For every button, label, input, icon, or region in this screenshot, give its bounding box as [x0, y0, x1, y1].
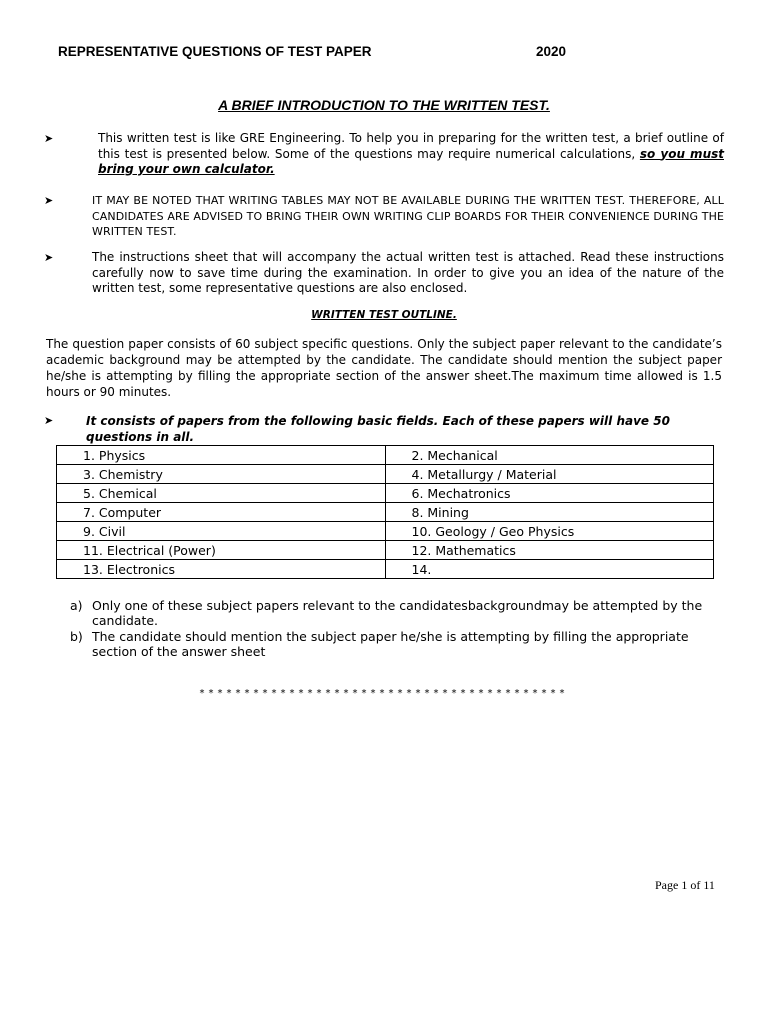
table-cell: 7. Computer — [57, 503, 386, 522]
bullet-text-body: This written test is like GRE Engineering. To help you in preparing for the written test, a brief outline of this test is presented below. Some of the questions may require numerical calculations, — [98, 131, 724, 161]
table-cell: 9. Civil — [57, 522, 386, 541]
star-separator: ***************************************** — [199, 688, 569, 699]
header-title: REPRESENTATIVE QUESTIONS OF TEST PAPER — [58, 44, 372, 59]
fields-statement-text: It consists of papers from the following basic fields. Each of these papers will have 50 questions in all. — [86, 414, 670, 444]
note-label: b) — [70, 629, 83, 644]
table-row — [57, 522, 714, 541]
table-cell: 4. Metallurgy / Material — [385, 465, 714, 484]
arrow-bullet-icon: ➤ — [44, 251, 54, 264]
note-label: a) — [70, 598, 83, 613]
arrow-bullet-icon: ➤ — [44, 132, 54, 145]
table-cell: 12. Mathematics — [385, 541, 714, 560]
table-row — [57, 484, 714, 503]
table-cell: 14. — [385, 560, 714, 579]
arrow-bullet-icon: ➤ — [44, 194, 54, 207]
table-cell: 8. Mining — [385, 503, 714, 522]
table-row — [57, 446, 714, 465]
table-cell: 1. Physics — [57, 446, 386, 465]
note-text: Only one of these subject papers relevant to the candidatesbackgroundmay be attempted by the candidate. — [92, 598, 703, 628]
bullet-text: IT MAY BE NOTED THAT WRITING TABLES MAY NOT BE AVAILABLE DURING THE WRITTEN TEST. THEREFORE, ALL CANDIDATES ARE ADVISED TO BRING THEIR OWN WRITING CLIP BOARDS FOR THEIR CONVENIENCE DURING THE WRITTEN TEST. — [92, 194, 724, 238]
list-item — [70, 598, 720, 628]
table-cell: 13. Electronics — [57, 560, 386, 579]
subjects-table — [56, 445, 714, 579]
outline-paragraph: The question paper consists of 60 subject specific questions. Only the subject paper relevant to the candidate’s academic background may be attempted by the candidate. The candidate should mention the subject paper he/she is attempting by filling the appropriate section of the answer sheet.The maximum time allowed is 1.5 hours or 90 minutes. — [46, 337, 722, 399]
table-cell: 11. Electrical (Power) — [57, 541, 386, 560]
table-cell: 2. Mechanical — [385, 446, 714, 465]
page-number: Page 1 of 11 — [655, 878, 715, 892]
list-item — [70, 629, 720, 659]
header-year: 2020 — [536, 44, 567, 59]
fields-statement — [44, 413, 724, 445]
table-row — [57, 560, 714, 579]
bullet-text — [98, 131, 724, 178]
note-text: The candidate should mention the subject paper he/she is attempting by filling the appropriate section of the answer sheet — [92, 629, 689, 659]
arrow-bullet-icon: ➤ — [44, 414, 54, 427]
table-cell: 3. Chemistry — [57, 465, 386, 484]
section-heading: A BRIEF INTRODUCTION TO THE WRITTEN TEST. — [218, 97, 550, 113]
table-cell: 6. Mechatronics — [385, 484, 714, 503]
notes-list — [70, 598, 720, 660]
table-row — [57, 541, 714, 560]
bullet-item-instructions — [44, 250, 724, 297]
table-cell: 10. Geology / Geo Physics — [385, 522, 714, 541]
outline-heading: WRITTEN TEST OUTLINE. — [311, 309, 457, 321]
table-cell: 5. Chemical — [57, 484, 386, 503]
bullet-emphasis: so you must bring your own calculator. — [98, 146, 724, 176]
bullet-item-clipboards — [44, 193, 724, 240]
table-row — [57, 503, 714, 522]
bullet-item-calculator — [44, 131, 724, 178]
table-row — [57, 465, 714, 484]
bullet-text: The instructions sheet that will accompany the actual written test is attached. Read these instructions carefully now to save time during the examination. In order to give you an idea of the nature of the written test, some representative questions are also enclosed. — [92, 250, 724, 295]
